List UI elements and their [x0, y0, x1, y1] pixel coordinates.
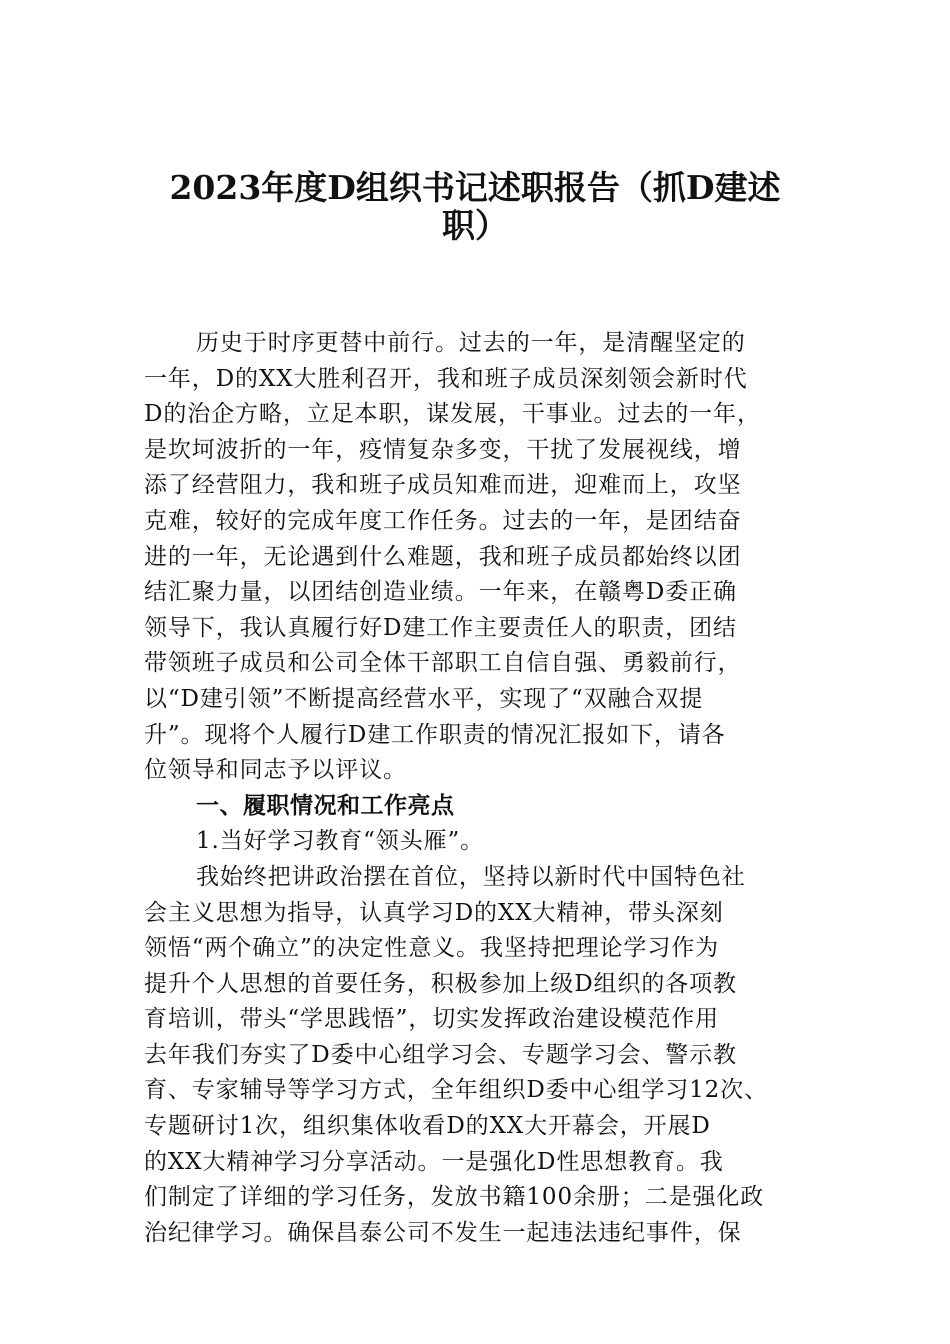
paragraph-line: 克难，较好的完成年度工作任务。过去的一年，是团结奋: [144, 507, 742, 534]
paragraph-line: 我始终把讲政治摆在首位，坚持以新时代中国特色社: [196, 863, 746, 890]
paragraph-line: 提升个人思想的首要任务，积极参加上级D组织的各项教: [144, 970, 737, 997]
paragraph-line: 去年我们夯实了D委中心组学习会、专题学习会、警示教: [144, 1041, 737, 1068]
paragraph-line: D的治企方略，立足本职，谋发展，干事业。过去的一年，: [144, 401, 761, 428]
paragraph-line: 以“D建引领”不断提高经营水平，实现了“双融合双提: [144, 685, 704, 712]
paragraph-line: 的XX大精神学习分享活动。一是强化D性思想教育。我: [144, 1148, 724, 1175]
paragraph-line: 添了经营阻力，我和班子成员知难而进，迎难而上，攻坚: [144, 472, 742, 499]
paragraph-line: 育、专家辅导等学习方式，全年组织D委中心组学习12次、: [144, 1077, 769, 1104]
paragraph-line: 治纪律学习。确保昌泰公司不发生一起违法违纪事件，保: [144, 1219, 742, 1246]
paragraph-line: 一年，D的XX大胜利召开，我和班子成员深刻领会新时代: [144, 365, 748, 392]
paragraph-line: 专题研讨1次，组织集体收看D的XX大开幕会，开展D: [144, 1113, 711, 1140]
paragraph-line: 升”。现将个人履行D建工作职责的情况汇报如下，请各: [144, 721, 726, 748]
paragraph-line: 结汇聚力量，以团结创造业绩。一年来，在赣粤D委正确: [144, 579, 737, 606]
document-title-line-1: 2023年度D组织书记述职报告（抓D建述: [169, 168, 781, 207]
paragraph-line: 们制定了详细的学习任务，发放书籍100余册；二是强化政: [144, 1184, 765, 1211]
paragraph-line: 位领导和同志予以评议。: [144, 757, 407, 784]
paragraph-line: 是坎坷波折的一年，疫情复杂多变，干扰了发展视线，增: [144, 436, 742, 463]
document-body: [144, 326, 834, 1251]
paragraph-line: 领导下，我认真履行好D建工作主要责任人的职责，团结: [144, 614, 737, 641]
section-heading: 一、履职情况和工作亮点: [196, 792, 455, 819]
document-title-line-2: 职）: [442, 206, 508, 245]
paragraph-line: 育培训，带头“学思践悟”，切实发挥政治建设模范作用: [144, 1006, 720, 1033]
paragraph-line: 领悟“两个确立”的决定性意义。我坚持把理论学习作为: [144, 935, 720, 962]
paragraph-line: 历史于时序更替中前行。过去的一年，是清醒坚定的: [196, 330, 746, 356]
paragraph-line: 进的一年，无论遇到什么难题，我和班子成员都始终以团: [144, 543, 742, 570]
paragraph-line: 带领班子成员和公司全体干部职工自信自强、勇毅前行，: [144, 650, 742, 677]
paragraph-line: 会主义思想为指导，认真学习D的XX大精神，带头深刻: [144, 899, 724, 926]
subsection-heading: 1.当好学习教育“领头雁”。: [196, 828, 485, 855]
